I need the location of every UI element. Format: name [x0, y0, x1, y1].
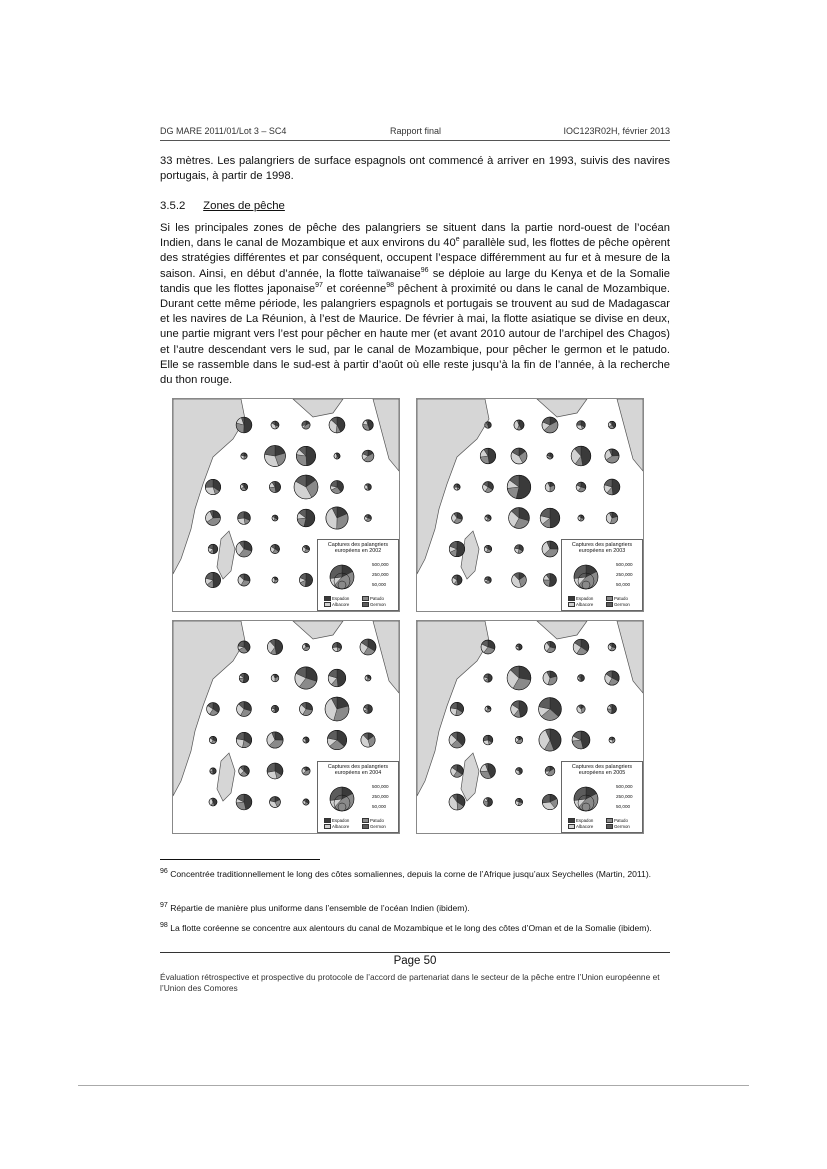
pie-slice [519, 701, 527, 718]
legend-swatch [606, 818, 613, 823]
page-header [160, 126, 670, 141]
pie-slice [519, 644, 522, 650]
section-number: 3.5.2 [160, 200, 186, 212]
legend-swatch [568, 824, 575, 829]
paragraph-intro: 33 mètres. Les palangriers de surface espagnols ont commencé à arriver en 1993, suivis des navires portugais, à partir de 1998. [160, 155, 670, 183]
footnote-98 [160, 922, 670, 934]
legend-species-label: Albacore [332, 602, 350, 607]
legend-swatch [324, 602, 331, 607]
legend-size-label: 50,000 [616, 804, 631, 809]
header-center: Rapport final [390, 126, 442, 136]
legend-species-entry [362, 824, 386, 830]
pie-slice [275, 481, 281, 492]
map-legend [561, 539, 643, 611]
legend-species-label: Germon [370, 602, 386, 607]
pie-slice [275, 705, 279, 712]
page-footer: Évaluation rétrospective et prospective du protocole de l’accord de partenariat dans le secteur de la pêche entre l’Union européenne et l’Union des Comores [160, 972, 660, 993]
legend-species-label: Patudo [614, 818, 628, 823]
footnote-96 [160, 868, 670, 880]
legend-species-label: Espadon [576, 818, 594, 823]
legend-size-label: 250,000 [372, 572, 389, 577]
legend-size-label: 500,000 [616, 784, 633, 789]
pie-slice [480, 456, 489, 464]
pie-slice [213, 544, 218, 554]
pie-slice [488, 422, 491, 429]
legend-size-label: 250,000 [616, 794, 633, 799]
legend-size-label: 500,000 [616, 562, 633, 567]
india-coast [617, 621, 643, 693]
legend-size-label: 50,000 [372, 804, 387, 809]
legend-swatch [362, 818, 369, 823]
legend-species-label: Albacore [576, 824, 594, 829]
paragraph-zones [160, 221, 670, 388]
legend-species-label: Germon [614, 602, 630, 607]
madagascar [217, 753, 235, 801]
map-legend [317, 761, 399, 833]
legend-species-entry [324, 824, 349, 830]
page-number: Page 50 [393, 955, 437, 967]
footer-rule [160, 952, 670, 953]
paragraph-text: se déploie au large du Kenya et de la Somalie tandis que les flottes japonaise [160, 267, 670, 295]
pie-slice [581, 446, 591, 466]
pie-slice [612, 479, 620, 495]
footnote-ref-97[interactable]: 97 [315, 281, 323, 289]
legend-title: Captures des palangriers européens en 2002 [327, 542, 389, 554]
paragraph-text: et coréenne [322, 282, 387, 295]
pie-slice [450, 708, 457, 716]
pie-slice [574, 565, 586, 578]
footnote-number: 98 [160, 922, 168, 929]
pie-slice [213, 572, 221, 587]
legend-size-label: 500,000 [372, 562, 389, 567]
header-left: DG MARE 2011/01/Lot 3 – SC4 [160, 126, 287, 136]
footnote-text: Répartie de manière plus uniforme dans l’ensemble de l’océan Indien (ibidem). [170, 903, 470, 913]
paragraph-text: pêchent à proximité ou dans le canal de Mozambique. Durant cette même période, les palangriers espagnols et portugais se trouvent au sud de Madagascar et les navires de La Réunion, à l’est de Maurice. De février à mai, la flotte asiatique se divise en deux, une partie migrant vers l’est pour pêcher en haute mer (et avant 2010 autour de l’archipel des Chagos) et l’autre descendant vers le sud, par le canal de Mozambique, pour pêcher le germon et le patudo. Elle se rassemble dans le sud-est à partir d’août où elle reste jusqu’à la fin de l’année, à la recherche du thon rouge. [160, 282, 671, 387]
madagascar [461, 531, 479, 579]
legend-species-label: Germon [614, 824, 630, 829]
legend-title: Captures des palangriers européens en 2004 [327, 764, 389, 776]
legend-species-entry [324, 602, 349, 608]
legend-species-label: Albacore [332, 824, 350, 829]
legend-species-entry [606, 602, 630, 608]
legend-species-label: Espadon [332, 596, 350, 601]
pie-slice [488, 448, 496, 463]
legend-size-label: 50,000 [372, 582, 387, 587]
paragraph-text: Si les principales zones de pêche des palangriers se situent dans la partie nord-ouest de l’océan Indien, dans le canal de Mozambique et aux environs du 40 [160, 222, 670, 250]
section-title: Zones de pêche [203, 200, 285, 212]
pie-slice [306, 446, 316, 465]
legend-swatch [324, 818, 331, 823]
pie-slice [244, 417, 252, 433]
india-coast [373, 399, 399, 471]
legend-size-label: 500,000 [372, 784, 389, 789]
india-coast [617, 399, 643, 471]
legend-size-label: 250,000 [372, 794, 389, 799]
legend-swatch [362, 824, 369, 829]
map-2004 [172, 620, 400, 834]
map-legend [317, 539, 399, 611]
pie-slice [549, 574, 556, 587]
footnote-97 [160, 902, 670, 914]
legend-title: Captures des palangriers européens en 2003 [571, 542, 633, 554]
legend-species-entry [568, 824, 593, 830]
legend-swatch [324, 824, 331, 829]
legend-title: Captures des palangriers européens en 2005 [571, 764, 633, 776]
map-2003 [416, 398, 644, 612]
legend-species-entry [606, 824, 630, 830]
paragraph-text: parallèle sud, les flottes de pêche opèrent des stratégies différentes et par conséquent, occupent l’espace différemment au fur et à mesure de la saison. Ainsi, en début d’année, la flotte taïwanaise [160, 237, 670, 280]
legend-species-entry [362, 602, 386, 608]
legend-size-label: 50,000 [616, 582, 631, 587]
pie-slice [275, 639, 283, 654]
map-2002 [172, 398, 400, 612]
legend-species-entry [568, 602, 593, 608]
india-coast [373, 621, 399, 693]
pie-slice [236, 739, 244, 748]
legend-species-label: Patudo [370, 596, 384, 601]
legend-species-label: Patudo [370, 818, 384, 823]
footnote-text: La flotte coréenne se concentre aux alentours du canal de Mozambique et le long des côtes d’Oman et de la Somalie (ibidem). [170, 923, 652, 933]
legend-swatch [568, 602, 575, 607]
map-2005 [416, 620, 644, 834]
footnote-ref-96[interactable]: 96 [420, 266, 429, 274]
pie-slice [550, 508, 560, 528]
legend-size-label: 250,000 [616, 572, 633, 577]
ordinal-suffix: e [455, 236, 460, 244]
legend-swatch [568, 596, 575, 601]
pie-slice [572, 740, 583, 749]
footnote-number: 96 [160, 868, 168, 875]
legend-species-label: Espadon [576, 596, 594, 601]
legend-swatch [362, 596, 369, 601]
header-right: IOC123R02H, février 2013 [563, 126, 670, 136]
pie-slice [574, 787, 586, 800]
madagascar [217, 531, 235, 579]
pie-slice [337, 669, 346, 687]
legend-swatch [324, 596, 331, 601]
madagascar [461, 753, 479, 801]
footnote-ref-98[interactable]: 98 [386, 281, 395, 289]
footnote-separator [160, 859, 320, 860]
pie-slice [330, 565, 342, 578]
arabia-coast [293, 399, 343, 417]
legend-species-label: Germon [370, 824, 386, 829]
pie-slice [519, 666, 531, 680]
legend-swatch [362, 602, 369, 607]
legend-swatch [606, 602, 613, 607]
footnote-text: Concentrée traditionnellement le long des côtes somaliennes, depuis la corne de l’Afrique jusqu’aux Seychelles (Martin, 2011). [170, 869, 652, 879]
legend-swatch [606, 824, 613, 829]
pie-slice [296, 455, 306, 466]
legend-swatch [568, 818, 575, 823]
map-legend [561, 761, 643, 833]
legend-swatch [606, 596, 613, 601]
section-heading [160, 200, 285, 212]
legend-species-label: Albacore [576, 602, 594, 607]
page-bottom-rule [78, 1085, 749, 1086]
arabia-coast [537, 399, 587, 417]
arabia-coast [293, 621, 343, 639]
pie-slice [236, 802, 246, 810]
arabia-coast [537, 621, 587, 639]
pie-slice [330, 787, 342, 800]
footnote-number: 97 [160, 902, 168, 909]
pie-slice [488, 674, 492, 682]
legend-species-label: Patudo [614, 596, 628, 601]
legend-species-label: Espadon [332, 818, 350, 823]
